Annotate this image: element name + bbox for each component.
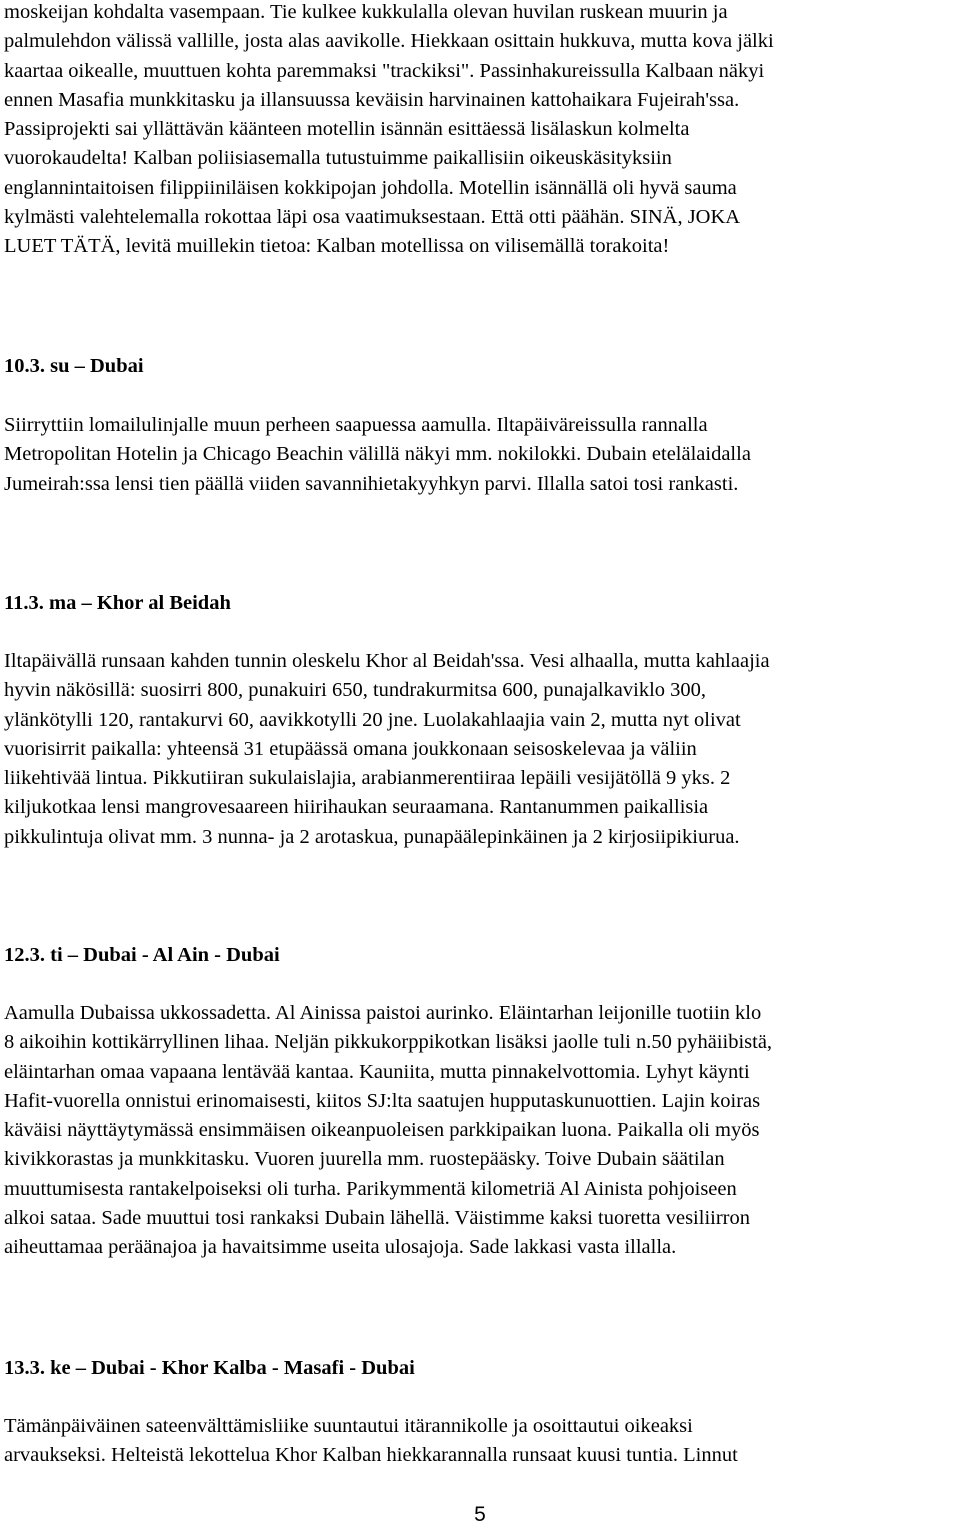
text-line: Jumeirah:ssa lensi tien päällä viiden savannihietakyyhkyn parvi. Illalla satoi tosi rankasti. xyxy=(4,472,739,495)
text-line: Siirryttiin lomailulinjalle muun perheen saapuessa aamulla. Iltapäiväreissulla rannalla xyxy=(4,414,708,436)
text-line: Tämänpäiväinen sateenvälttämisliike suuntautui itärannikolle ja osoittautui oikeaksi xyxy=(4,1415,693,1437)
heading-day-11-3: 11.3. ma – Khor al Beidah xyxy=(4,592,231,614)
text-line: kiljukotkaa lensi mangrovesaareen hiirihaukan seuraamana. Rantanummen paikallisia xyxy=(4,796,709,819)
text-line: moskeijan kohdalta vasempaan. Tie kulkee kukkulalla olevan huvilan ruskean muurin ja xyxy=(4,1,728,23)
text-line: alkoi sataa. Sade muuttui tosi rankaksi Dubain lähellä. Väistimme kaksi tuoretta vesiliirron xyxy=(4,1207,750,1230)
text-line: vuorisirrit paikalla: yhteensä 31 etupäässä omana joukkonaan seisoskelevaa ja väliin xyxy=(4,737,697,760)
paragraph-body xyxy=(4,0,774,262)
paragraph-day-10-3 xyxy=(4,411,751,499)
text-line: hyvin näkösillä: suosirri 800, punakuiri 650, tundrakurmitsa 600, punajalkaviklo 300, xyxy=(4,679,707,702)
text-line: eläintarhan omaa vapaana lentävää kantaa. Kauniita, mutta pinnakelvottomia. Lyhyt käynti xyxy=(4,1060,750,1083)
text-line: kaartaa oikealle, muuttuen kohta paremmaksi "trackiksi". Passinhakureissulla Kalbaan näkyi xyxy=(4,59,765,82)
text-line: ylänkötylli 120, rantakurvi 60, aavikkotylli 20 jne. Luolakahlaajia vain 2, mutta nyt olivat xyxy=(4,708,741,731)
text-line: 8 aikoihin kottikärryllinen lihaa. Neljän pikkukorppikotkan lisäksi jaolle tuli n.50 pyhäiibistä, xyxy=(4,1031,773,1054)
page-number: 5 xyxy=(474,1503,486,1526)
paragraph-body xyxy=(4,999,772,1263)
text-line: Hafit-vuorella onnistui erinomaisesti, kiitos SJ:lta saatujen hupputaskunuottien. Lajin koiras xyxy=(4,1089,761,1112)
paragraph-body xyxy=(4,411,751,499)
text-line: aiheuttamaa peräänajoa ja havaitsimme useita ulosajoja. Sade lakkasi vasta illalla. xyxy=(4,1236,677,1259)
heading-day-13-3: 13.3. ke – Dubai - Khor Kalba - Masafi - Dubai xyxy=(4,1357,415,1379)
text-line: liikehtivää lintua. Pikkutiiran sukulaislajia, arabianmerentiiraa lepäili vesijätöllä 9 yks. 2 xyxy=(4,767,731,790)
text-line: Iltapäivällä runsaan kahden tunnin oleskelu Khor al Beidah'ssa. Vesi alhaalla, mutta kahlaajia xyxy=(4,650,770,672)
heading-day-12-3: 12.3. ti – Dubai - Al Ain - Dubai xyxy=(4,944,280,966)
text-line: Aamulla Dubaissa ukkossadetta. Al Ainissa paistoi aurinko. Eläintarhan leijonille tuotiin klo xyxy=(4,1002,762,1024)
heading-day-10-3: 10.3. su – Dubai xyxy=(4,355,144,377)
text-line: palmulehdon välissä vallille, josta alas aavikolle. Hiekkaan osittain hukkuva, mutta kova jälki xyxy=(4,30,774,53)
text-line: arvaukseksi. Helteistä lekottelua Khor Kalban hiekkarannalla runsaat kuusi tuntia. Linnut xyxy=(4,1444,738,1467)
text-line: vuorokaudelta! Kalban poliisiasemalla tutustuimme paikallisiin oikeuskäsityksiin xyxy=(4,147,672,170)
paragraph-day-13-3 xyxy=(4,1412,738,1471)
text-line: muuttumisesta rantakelpoiseksi oli turha. Parikymmentä kilometriä Al Ainista pohjoiseen xyxy=(4,1177,737,1200)
text-line: Metropolitan Hotelin ja Chicago Beachin välillä näkyi mm. nokilokki. Dubain etelälaidalla xyxy=(4,443,751,466)
text-line: kylmästi valehtelemalla rokottaa läpi osa vaatimuksestaan. Että otti päähän. SINÄ, JOKA xyxy=(4,206,741,229)
text-line: englannintaitoisen filippiiniläisen kokkipojan johdolla. Motellin isännällä oli hyvä sauma xyxy=(4,176,737,199)
paragraph-day-11-3 xyxy=(4,647,770,852)
text-line: pikkulintuja olivat mm. 3 nunna- ja 2 arotaskua, punapäälepinkäinen ja 2 kirjosiipikiurua. xyxy=(4,825,740,848)
paragraph-day-12-3 xyxy=(4,999,772,1263)
text-line: LUET TÄTÄ, levitä muillekin tietoa: Kalban motellissa on vilisemällä torakoita! xyxy=(4,235,670,258)
paragraph-body xyxy=(4,647,770,852)
text-line: käväisi näyttäytymässä ensimmäisen oikeanpuoleisen parkkipaikan luona. Paikalla oli myös xyxy=(4,1119,760,1142)
text-line: ennen Masafia munkkitasku ja illansuussa keväisin harvinainen kattohaikara Fujeirah'ssa. xyxy=(4,88,740,111)
text-line: kivikkorastas ja munkkitasku. Vuoren juurella mm. ruostepääsky. Toive Dubain säätilan xyxy=(4,1148,725,1171)
paragraph-body xyxy=(4,1412,738,1471)
text-line: Passiprojekti sai yllättävän käänteen motellin isännän esittäessä lisälaskun kolmelta xyxy=(4,118,690,141)
paragraph-intro xyxy=(4,0,774,262)
